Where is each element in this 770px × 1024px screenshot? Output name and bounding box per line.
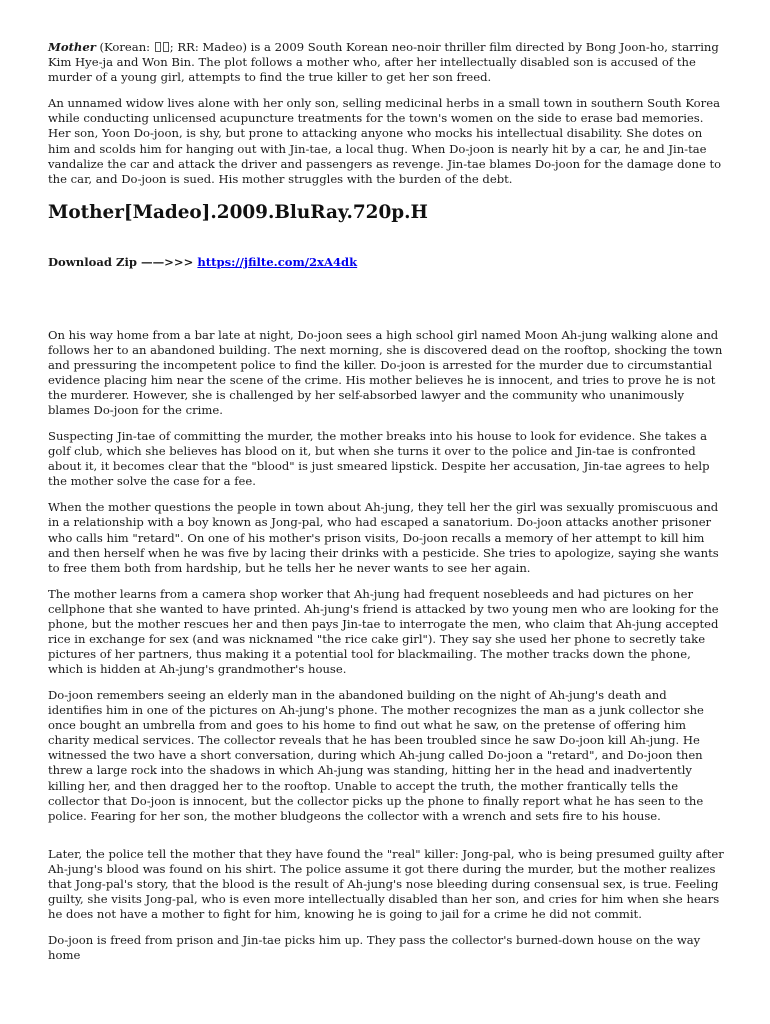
document-page [48,40,724,974]
missing-glyph-icon [163,42,169,52]
plot-paragraph: Do-joon remembers seeing an elderly man in the abandoned building on the night of Ah-jung's death and identifies him in one of the pictures on Ah-jung's phone. The mother recognizes the man as a junk collector she once bought an umbrella from and goes to his home to find out what he saw, on the pretense of offering him charity medical services. The collector reveals that he has been troubled since he saw Do-joon kill Ah-jung. He witnessed the two have a short conversation, during which Ah-jung called Do-joon a "retard", and Do-joon then threw a large rock into the shadows in which Ah-jung was standing, hitting her in the head and inadvertently killing her, and then dragged her to the rooftop. Unable to accept the truth, the mother frantically tells the collector that Do-joon is innocent, but the collector picks up the phone to finally report what he has seen to the police. Fearing for her son, the mother bludgeons the collector with a wrench and sets fire to his house. [48,688,704,823]
plot-paragraph: When the mother questions the people in town about Ah-jung, they tell her the girl was sexually promiscuous and in a relationship with a boy known as Jong-pal, who had escaped a sanatorium. Do-joon attacks another prisoner who calls him "retard". On one of his mother's prison visits, Do-joon recalls a memory of her attempt to kill him and then herself when he was five by lacing their drinks with a pesticide. She tries to apologize, saying she wants to free them both from hardship, but he tells her he never wants to see her again. [48,500,719,575]
download-label: Download Zip ——>>> [48,254,198,269]
film-title: Mother [48,40,96,54]
plot-paragraph: Do-joon is freed from prison and Jin-tae picks him up. They pass the collector's burned-down house on the way home [48,933,701,963]
download-link[interactable]: https://jfilte.com/2xA4dk [197,254,358,269]
download-line [48,255,724,270]
plot-paragraph: Later, the police tell the mother that they have found the "real" killer: Jong-pal, who is being presumed guilty after Ah-jung's blood was found on his shirt. The police assume it got there during the murder, but the mother realizes that Jong-pal's story, that the blood is the result of Ah-jung's nose bleeding during consensual sex, is true. Feeling guilty, she visits Jong-pal, who is even more intellectually disabled than her son, and cries for him when she hears he does not have a mother to fight for him, knowing he is going to jail for a crime he did not commit. [48,846,724,922]
plot-paragraph: Suspecting Jin-tae of committing the murder, the mother breaks into his house to look for evidence. She takes a golf club, which she believes has blood on it, but when she turns it over to the police and Jin-tae is confronted about it, it becomes clear that the "blood" is just smeared lipstick. Despite her accusation, Jin-tae agrees to help the mother solve the case for a fee. [48,429,710,489]
plot-paragraph: On his way home from a bar late at night, Do-joon sees a high school girl named Moon Ah-jung walking alone and follows her to an abandoned building. The next morning, she is discovered dead on the rooftop, shocking the town and pressuring the incompetent police to find the killer. Do-joon is arrested for the murder due to circumstantial evidence placing him near the scene of the crime. His mother believes he is innocent, and tries to prove he is not the murderer. However, she is challenged by her self-absorbed lawyer and the community who unanimously blames Do-joon for the crime. [48,327,723,418]
missing-glyph-icon [155,42,161,52]
intro-korean-lead: (Korean: [95,40,154,54]
intro-paragraph [48,40,724,85]
plot-paragraph: The mother learns from a camera shop worker that Ah-jung had frequent nosebleeds and had pictures on her cellphone that she wanted to have printed. Ah-jung's friend is attacked by two young men who are looking for the phone, but the mother rescues her and then pays Jin-tae to interrogate the men, who claim that Ah-jung accepted rice in exchange for sex (and was nicknamed "the rice cake girl"). They say she used her phone to secretly take pictures of her partners, thus making it a potential tool for blackmailing. The mother tracks down the phone, which is hidden at Ah-jung's grandmother's house. [48,586,719,677]
page-heading: Mother[Madeo].2009.BluRay.720p.H [48,201,428,223]
plot-body [48,328,724,963]
intro-text: ; RR: Madeo) is a 2009 South Korean neo-noir thriller film directed by Bong Joon-ho, starring Kim Hye-ja and Won Bin. The plot follows a mother who, after her intellectually disabled son is accused of the murder of a young girl, attempts to find the true killer to get her son freed. [48,40,719,85]
plot-paragraph-widow: An unnamed widow lives alone with her only son, selling medicinal herbs in a small town in southern South Korea while conducting unlicensed acupuncture treatments for the town's women on the side to erase bad memories. Her son, Yoon Do-joon, is shy, but prone to attacking anyone who mocks his intellectual disability. She dotes on him and scolds him for hanging out with Jin-tae, a local thug. When Do-joon is nearly hit by a car, he and Jin-tae vandalize the car and attack the driver and passengers as revenge. Jin-tae blames Do-joon for the damage done to the car, and Do-joon is sued. His mother struggles with the burden of the debt. [48,96,722,186]
